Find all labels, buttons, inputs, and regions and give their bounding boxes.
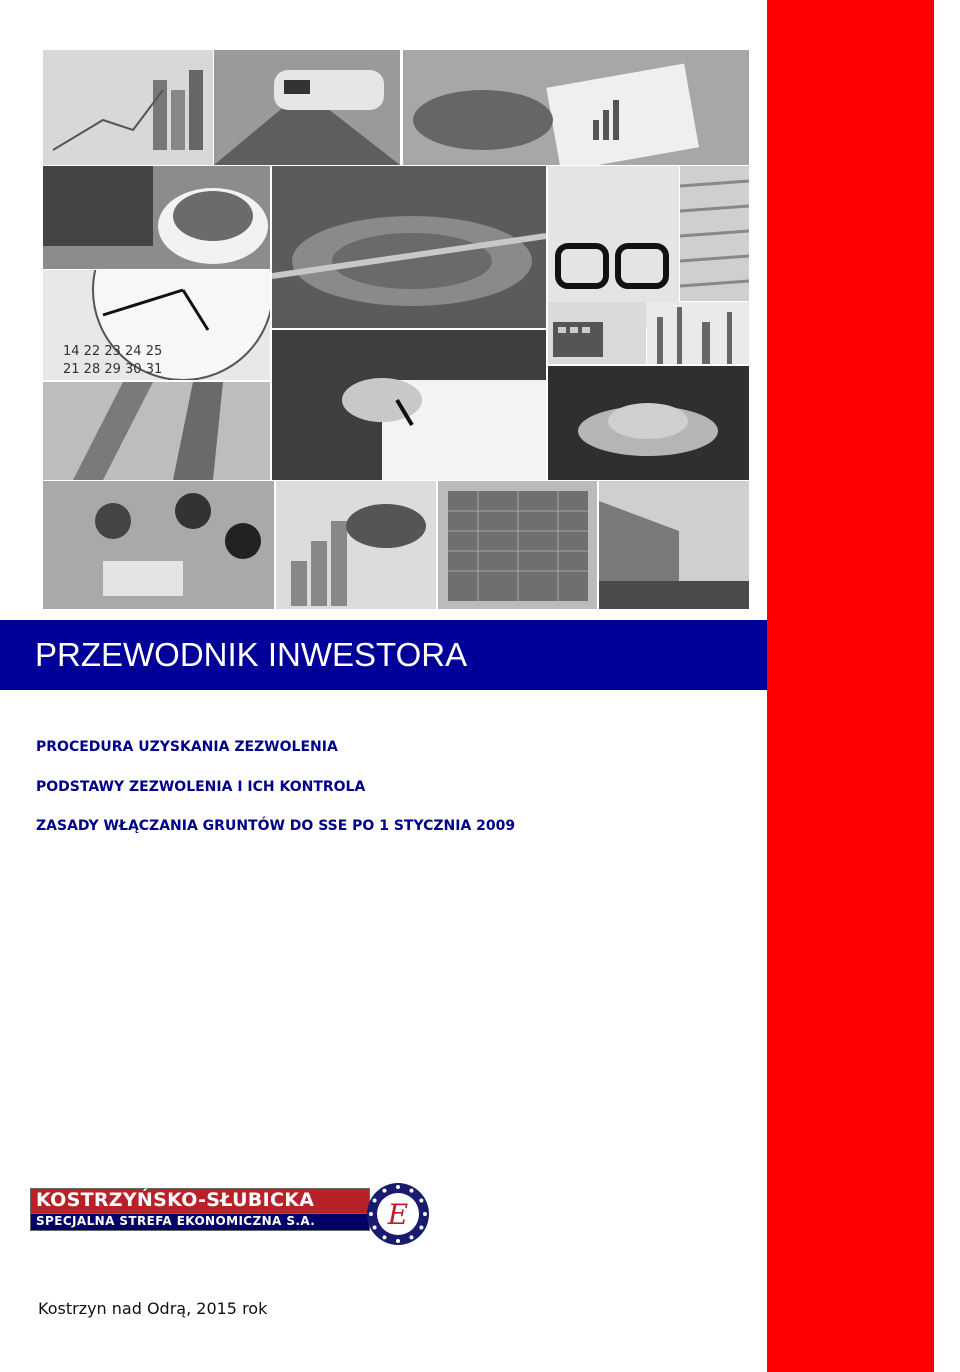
document-title: PRZEWODNIK INWESTORA: [35, 636, 468, 673]
modern-building-street-photo: [599, 481, 749, 609]
calendar-clock-photo: [43, 270, 270, 380]
tablet-chart-photo: [403, 50, 749, 165]
escalator-photo: [43, 382, 270, 480]
logo-line2: SPECJALNA STREFA EKONOMICZNA S.A.: [36, 1214, 316, 1228]
subtitle-basis: PODSTAWY ZEZWOLENIA I ICH KONTROLA: [36, 779, 366, 795]
svg-text:14 22 23 24 25: 14 22 23 24 25: [63, 344, 163, 359]
right-margin: [934, 0, 960, 1372]
logo-line1: KOSTRZYŃSKO-SŁUBICKA: [36, 1189, 315, 1211]
train-photo: [214, 50, 400, 165]
refinery-photo: [647, 302, 749, 364]
office-building-photo: [438, 481, 597, 609]
signing-document-photo: [272, 330, 546, 480]
handshake-photo: [548, 366, 749, 480]
svg-text:21 28 29 30 31: 21 28 29 30 31: [63, 362, 163, 377]
subtitle-procedure: PROCEDURA UZYSKANIA ZEZWOLENIA: [36, 739, 338, 755]
photo-collage: [0, 0, 767, 615]
coins-chart-photo: [43, 50, 213, 165]
business-meeting-photo: [43, 481, 274, 609]
calculator-document-photo: [548, 302, 646, 364]
coins-hand-photo: [276, 481, 436, 609]
highway-interchange-photo: [272, 166, 546, 328]
sez-logo: [30, 1182, 430, 1254]
emblem-letter: E: [387, 1198, 409, 1231]
footer-place-date: Kostrzyn nad Odrą, 2015 rok: [38, 1299, 268, 1318]
subtitle-land-rules: ZASADY WŁĄCZANIA GRUNTÓW DO SSE PO 1 STYCZNIA 2009: [36, 818, 516, 834]
newspapers-photo: [680, 166, 749, 301]
red-side-stripe: [767, 0, 934, 1372]
laptop-coffee-photo: [43, 166, 270, 269]
star-emblem-icon: [366, 1182, 430, 1246]
